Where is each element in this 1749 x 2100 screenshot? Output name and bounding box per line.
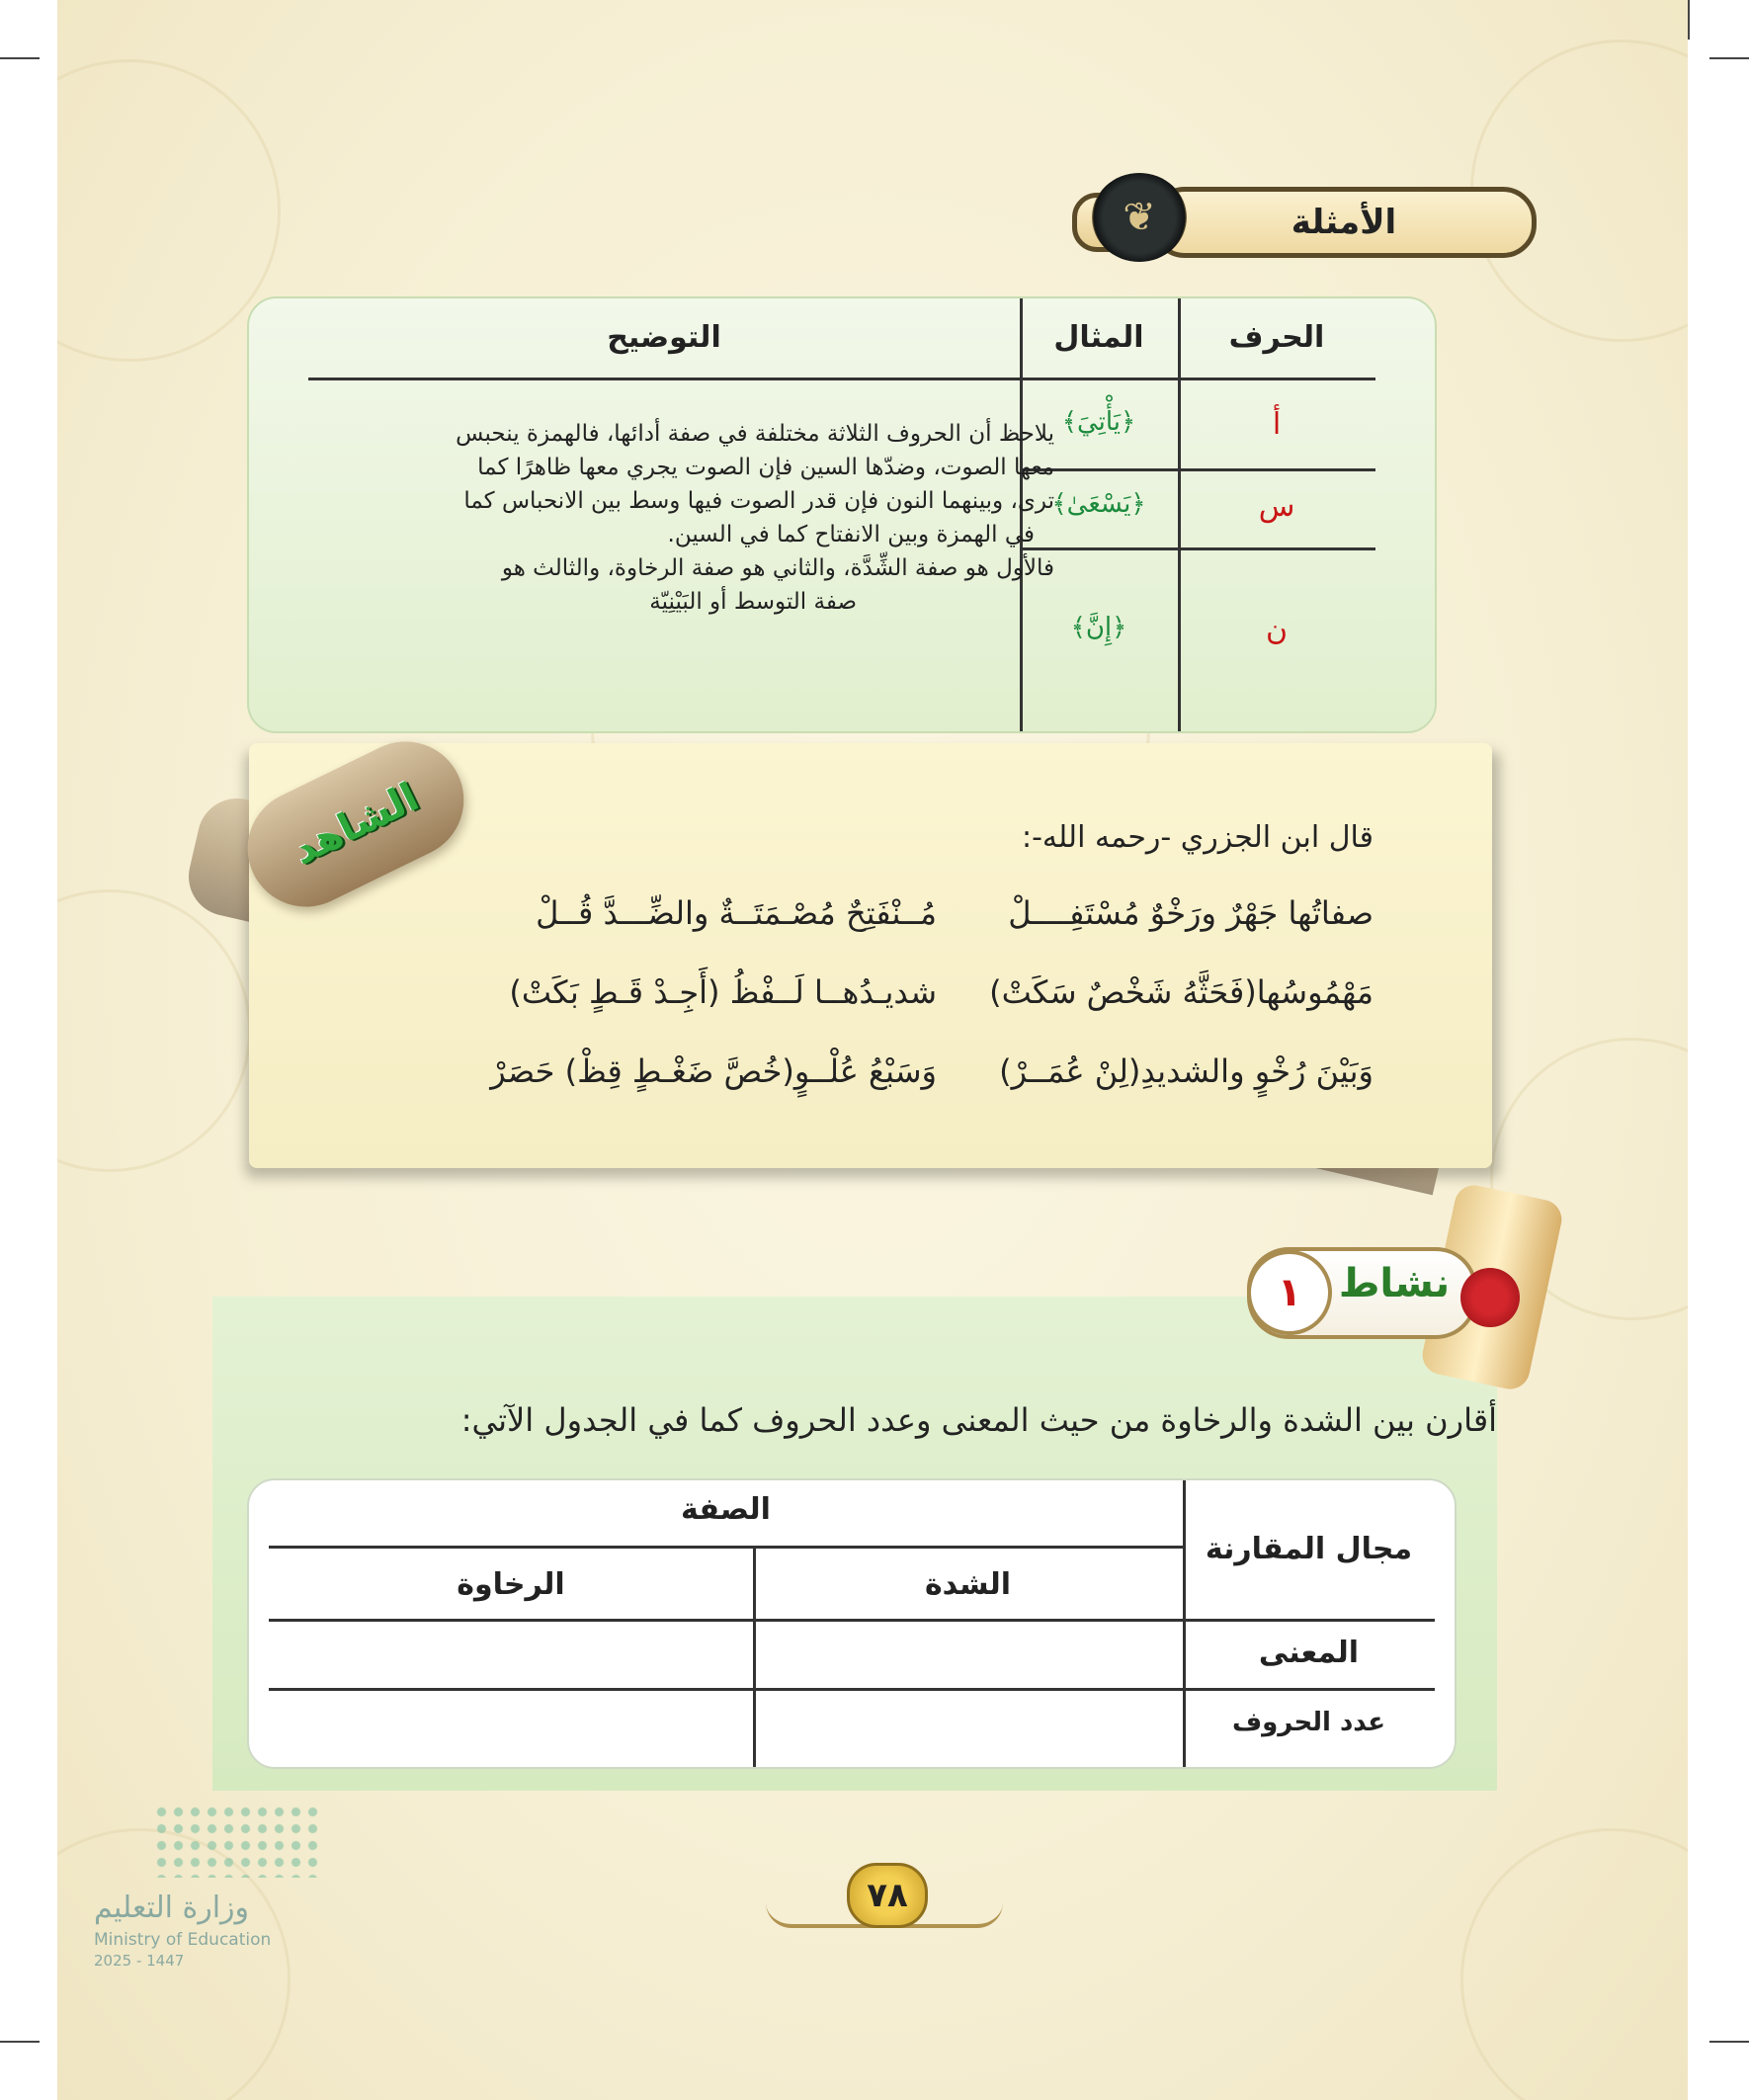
verse-left-3: وَسَبْعُ عُلْــوٍ(خُصَّ ضَغْـطٍ قِظْ) حَصَرْ: [490, 1052, 937, 1090]
header-example: المثال: [1053, 320, 1144, 355]
grid-line: [269, 1546, 1183, 1549]
leaf-medallion-icon: ❦: [1092, 173, 1187, 262]
verse-left-1: مُــنْفَتِحٌ مُصْـمَتَــةٌ والضِّـــدَّ قُــلْ: [536, 894, 937, 932]
grid-line: [308, 378, 1375, 380]
explanation-line: صفة التوسط أو البَيْنِيّة: [649, 589, 857, 615]
activity-number: ١: [1247, 1250, 1332, 1335]
row-label-meaning: المعنى: [1258, 1636, 1360, 1670]
explanation-text: [363, 417, 1054, 619]
explanation-line: معها الصوت، وضدّها السين فإن الصوت يجري معها ظاهرًا كما: [477, 455, 1054, 480]
ornament: [57, 889, 251, 1172]
verse-right-3: وَبَيْنَ رُخْوٍ والشديدِ(لِنْ عُمَــرْ): [999, 1052, 1374, 1090]
crop-mark: [1709, 57, 1749, 59]
section-header: [1062, 173, 1537, 262]
ministry-name-en: Ministry of Education: [94, 1930, 272, 1950]
crop-mark: [1709, 2041, 1749, 2043]
wax-seal-icon: [1460, 1268, 1520, 1327]
example-1: ﴿يَأْتِيَ﴾: [1061, 407, 1136, 437]
verse-left-2: شديـدُهــا لَــفْظُ (أَجِـدْ قَـطٍ بَكَتْ): [509, 973, 937, 1011]
grid-line: [269, 1688, 1435, 1691]
ministry-dots-icon: [153, 1804, 321, 1878]
crop-mark: [0, 57, 40, 59]
letter-seen: س: [1258, 489, 1295, 524]
letter-noon: ن: [1265, 613, 1289, 647]
activity-instruction: أقارن بين الشدة والرخاوة من حيث المعنى وعدد الحروف كما في الجدول الآتي:: [460, 1401, 1497, 1439]
header-letter: الحرف: [1228, 320, 1325, 355]
witness-badge-label: الشاهد: [286, 774, 426, 875]
ministry-year: 2025 - 1447: [94, 1952, 185, 1970]
section-title: الأمثلة: [1291, 203, 1397, 242]
crop-mark: [0, 2041, 40, 2043]
example-2: ﴿يَسْعَىٰ﴾: [1051, 489, 1146, 519]
verse-right-1: صفاتُها جَهْرٌ ورَخْوٌ مُسْتَفِــــلْ: [1008, 894, 1374, 932]
explanation-line: ترى، وبينهما النون فإن قدر الصوت فيها وسط بين الانحباس كما: [463, 488, 1054, 514]
examples-table: [247, 296, 1437, 733]
grid-line: [1020, 468, 1375, 471]
ornament: [57, 59, 281, 362]
field-header: مجال المقارنة: [1205, 1532, 1413, 1566]
explanation-line: في الهمزة وبين الانفتاح كما في السين.: [667, 522, 1035, 547]
grid-line: [1178, 298, 1181, 731]
witness-intro: قال ابن الجزري -رحمه الله-:: [1021, 820, 1374, 855]
ministry-name-ar: وزارة التعليم: [94, 1890, 250, 1925]
example-3: ﴿إِنَّ﴾: [1070, 613, 1127, 642]
attribute-header: الصفة: [681, 1492, 771, 1527]
grid-line: [1020, 547, 1375, 550]
row-label-letter-count: عدد الحروف: [1231, 1708, 1386, 1737]
page-number: ٧٨: [847, 1863, 928, 1928]
col-shidda: الشدة: [924, 1567, 1012, 1602]
verse-right-2: مَهْمُوسُها(فَحَثَّهُ شَخْصٌ سَكَتْ): [989, 973, 1374, 1011]
ministry-logo: [94, 1804, 321, 1976]
comparison-table: [247, 1478, 1457, 1769]
activity-title: نشاط: [1338, 1261, 1451, 1306]
grid-line: [269, 1619, 1435, 1622]
comparison-grid: [269, 1480, 1435, 1767]
explanation-line: فالأول هو صفة الشِّدَّة، والثاني هو صفة الرخاوة، والثالث هو: [501, 555, 1054, 581]
header-banner: [1151, 187, 1537, 258]
letter-hamza: أ: [1272, 407, 1282, 442]
header-explanation: التوضيح: [607, 320, 721, 355]
explanation-line: يلاحظ أن الحروف الثلاثة مختلفة في صفة أدائها، فالهمزة ينحبس: [456, 421, 1054, 447]
page-number-ornament: [766, 1863, 1003, 1942]
col-rakhawa: الرخاوة: [457, 1567, 565, 1602]
crop-mark: [1688, 0, 1690, 40]
ornament: [1460, 1828, 1688, 2100]
